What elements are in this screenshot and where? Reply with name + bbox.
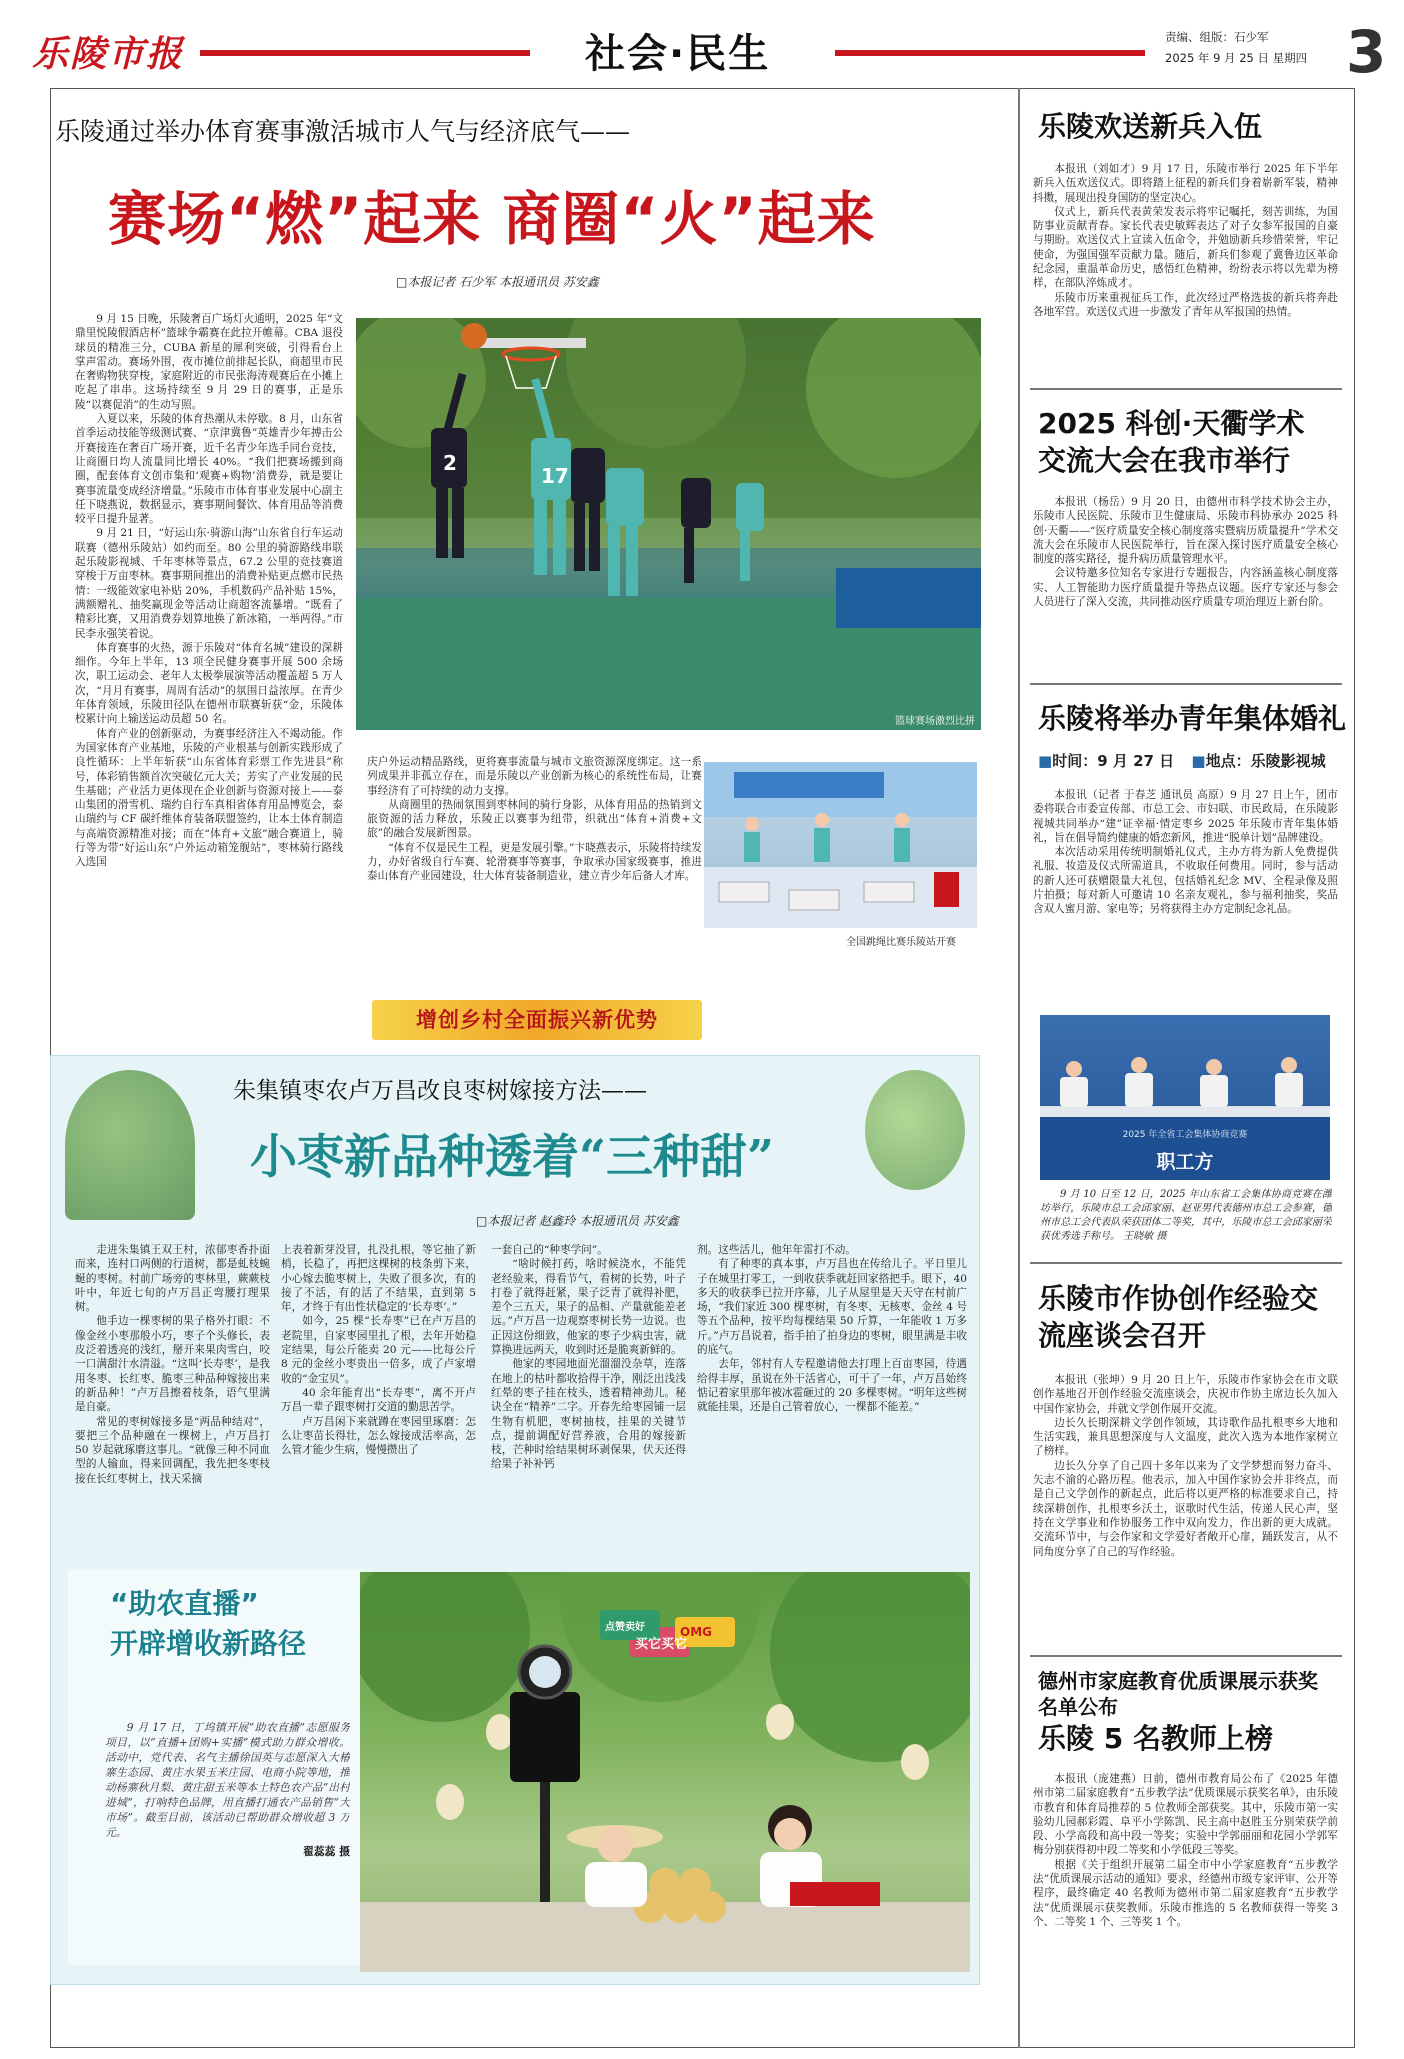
photo-caption: 9 月 10 日至 12 日，2025 年山东省工会集体协商竞赛在潍坊举行，乐陵市总工会邱家丽、赵亚男代表德州市总工会参赛，德州市总工会代表队荣获团体二等奖，其中，乐陵市总工会邱家丽荣获优秀选手称号。 王晓敏 摄 [1040,1189,1332,1242]
brief-para: 本报讯（杨岳）9 月 20 日，由德州市科学技术协会主办，乐陵市人民医院、乐陵市卫生健康局、乐陵市科协承办 2025 科创·天衢——“医疗质量安全核心制度落实暨病历质量提升”学术交流大会在乐陵市人民医院举行，旨在深入探讨医疗质量安全核心制度的落实路径，提升病历质量管理水平。 [1033,496,1338,566]
brief-para: 仪式上，新兵代表黄荣发表示将牢记嘱托，刻苦训练，为国防事业贡献青春。家长代表史敏辉表达了对子女参军报国的自豪与期盼。欢送仪式上宣读入伍命令，并勉励新兵珍惜荣誉，牢记使命，为强国强军贡献力量。随后，新兵们参观了冀鲁边区革命纪念园，重温革命历史，感悟红色精神，纷纷表示将以先辈为榜样，在部队淬炼成才。 [1033,205,1338,290]
rural-para: 他家的枣园地面光溜溜没杂草，连落在地上的枯叶都收拾得干净，刚泛出浅浅红晕的枣子挂在枝头，透着精神劲儿。秘诀全在“精养”二字。开春先给枣园铺一层生物有机肥，枣树抽枝，挂果的关键节点，提前调配好营养液，合用的嫁接新枝，芒种时给结果树环剥保果，伏天还得给果子补补钙 [491,1358,686,1471]
photo-credit: 翟蕊蕊 摄 [303,1845,350,1858]
brief-para: 根据《关于组织开展第二届全市中小学家庭教育“五步教学法”优质课展示活动的通知》要求，经德州市级专家评审、公开等程序，最终确定 40 名教师为德州市第二届家庭教育“五步教学法”优质课展示获奖教师。乐陵市推选的 5 名教师获得一等奖 3 个、二等奖 1 个、三等奖 1 个。 [1033,1858,1338,1928]
lead-kicker: 乐陵通过举办体育赛事激活城市人气与经济底气—— [55,117,631,146]
livestream-text [105,1720,350,1945]
rural-para: 40 余年能育出“长寿枣”，离不开卢万昌一辈子跟枣树打交道的勤思苦学。 [281,1386,476,1414]
sign-text: 买它买它 [635,1637,688,1652]
lead-para: 体育赛事的火热，源于乐陵对“体育名城”建设的深耕细作。今年上半年，13 项全民健身赛事开展 500 余场次，职工运动会、老年人太极拳展演等活动覆盖超 5 万人次，“月月有赛事，周周有活动”的氛围日益浓厚。在青少年体育领域，乐陵田径队在德州市联赛斩获“金，乐陵体校累计向上输送运动员超 50 名。 [75,641,343,726]
lead-para: 9 月 21 日，“好运山东·骑游山海”山东省自行车运动联赛（德州乐陵站）如约而至。80 公里的骑游路线串联起乐陵影视城、千年枣林等景点，67.2 公里的竞技赛道穿梭于万亩枣林。赛事期间推出的消费补贴更点燃市民热情：一级能效家电补贴 20%，手机数码产品补贴 15%，满额赠礼、抽奖赢现金等活动让商超客流暴增。“既看了精彩比赛，又用消费券划算地换了新冰箱，一举两得。”市民李永强笑着说。 [75,527,343,640]
rural-para: 常见的枣树嫁接多是“两品种结对”，要把三个品种融在一棵树上，卢万昌打 50 岁起就琢磨这事儿。“就像三种不同血型的人输血，得来回调配，我先把冬枣枝接在长红枣树上，找天采摘 [75,1415,270,1485]
brief-para: 边长久长期深耕文学创作领域，其诗歌作品扎根枣乡大地和生活实践，兼具思想深度与人文温度，此次入选为本地作家树立了榜样。 [1033,1416,1338,1458]
rural-text-col3 [491,1243,686,1548]
lead-para: 从商圈里的热闹氛围到枣林间的骑行身影，从体育用品的热销到文旅资源的活力释放，乐陵正以赛事为纽带，织就出“体育+消费+文旅”的融合发展新图景。 [367,798,702,840]
editor-credit: 责编、组版：石少军 [1165,30,1269,44]
jujube-tree-decoration [865,1070,965,1190]
brief-headline: 2025 科创·天衢学术交流大会在我市举行 [1038,407,1305,477]
brief-body [1033,788,1338,968]
photo-caption: 篮球赛场激烈比拼 [895,716,975,727]
divider [1030,1655,1342,1657]
competition-banner: 职工方 [1156,1151,1214,1173]
jump-rope-photo [704,762,977,928]
brief-body [1033,495,1338,663]
lead-para: 庆户外运动精品路线，更将赛事流量与城市文旅资源深度绑定。这一系列成果并非孤立存在，而是乐陵以产业创新为核心的系统性布局，让赛事经济有了可持续的动力支撑。 [367,756,702,797]
page-number: 3 [1346,18,1387,86]
lead-headline: 赛场“燃”起来 商圈“火”起来 [108,185,876,253]
brief-para: 边长久分享了自己四十多年以来为了文学梦想而努力奋斗、矢志不渝的心路历程。他表示，加入中国作家协会并非终点，而是自己文学创作的新起点，此后将以更严格的标准要求自己，持续深耕创作，扎根枣乡沃土，讴歌时代生活，传递人民心声，坚持在文学事业和作协服务工作中双向发力，作出新的更大成就。交流环节中，与会作家和文学爱好者敞开心扉，踊跃发言，从不同角度分享了自己的写作经验。 [1033,1459,1338,1558]
brief-para: 会议特邀多位知名专家进行专题报告，内容涵盖核心制度落实、人工智能助力医疗质量提升等热点议题。医疗专家还与参会人员进行了深入交流，共同推动医疗质量专项治理迈上新台阶。 [1033,567,1338,609]
wedding-place: 地点：乐陵影视城 [1205,752,1326,770]
brief-para: 本报讯（刘如才）9 月 17 日，乐陵市举行 2025 年下半年新兵入伍欢送仪式。即将踏上征程的新兵们身着崭新军装，精神抖擞，展现出投身国防的坚定决心。 [1033,163,1338,204]
rural-headline: 小枣新品种透着“三种甜” [250,1130,775,1185]
brief-body [1033,162,1338,370]
divider [1030,683,1342,685]
column-divider [1018,88,1020,2048]
brief-para: 本报讯（记者 于春芝 通讯员 高原）9 月 27 日上午，团市委将联合市委宣传部、市总工会、市妇联、市民政局，在乐陵影视城共同举办“建”证幸福·情定枣乡 2025 年乐陵市青年集体婚礼，旨在倡导简约健康的婚恋新风，推进“脱单计划”品牌建设。 [1033,789,1338,844]
brief-para: 本报讯（张坤）9 月 20 日上午，乐陵市作家协会在市文联创作基地召开创作经验交流座谈会，庆祝市作协主席边长久加入中国作家协会，并就文学创作展开交流。 [1033,1374,1338,1415]
livestream-headline-1: “助农直播” [110,1587,259,1620]
rural-para: 剂。这些活儿，他年年雷打不动。 [697,1244,856,1256]
header-rule-left [200,50,530,56]
brief-para: 本次活动采用传统明制婚礼仪式，主办方将为新人免费提供礼服、妆造及仪式所需道具，不收取任何费用。同时，参与活动的新人还可获赠限量大礼包，包括婚礼纪念 MV、全程录像及照片拍摄；每对新人可邀请 10 名亲友观礼，参与福利抽奖，奖品含双人蜜月游、家电等；另将获得主办方定制纪念礼品。 [1033,846,1338,916]
lead-text-col1 [75,312,343,972]
rural-para: 上表着新芽没冒，扎没扎根，等它抽了新梢，长稳了，再把这棵树的枝条剪下来，小心嫁去脆枣树上，失败了很多次，有的接了不活，有的活了不结果，直到第 5 年，才终于有出性状稳定的‘长寿枣’。” [281,1244,476,1314]
photo-caption-block [1040,1188,1332,1250]
divider [1030,388,1342,390]
rural-para: 卢万昌闲下来就蹲在枣园里琢磨：怎么让枣苗长得壮，怎么嫁接成活率高，怎么管才能少生病，慢慢攒出了 [281,1415,476,1457]
livestream-para: 9 月 17 日，丁坞镇开展“助农直播”志愿服务项目，以“直播+团购+实播”模式助力群众增收。活动中，党代表、名气主播徐国英与志愿深入大椿寨生态园、黄庄水果玉米庄园、电商小院等地，推动杨寨秋月梨、黄庄甜玉米等本土特色农产品“出村进城”，打响特色品牌，用直播打通农产品销售“大市场”。截至目前，该活动已帮助群众增收超 3 万元。 [105,1721,350,1839]
lead-byline: □本报记者 石少军 本报通讯员 苏安鑫 [396,275,599,289]
rural-para: 有了种枣的真本事，卢万昌也在传给儿子。平日里儿子在城里打零工，一到收获季就赶回家搭把手。眼下，40 多天的收获季已拉开序幕，儿子从屋里是天天守在村前广场，“我们家近 300 棵枣树，有冬枣、无核枣、金丝 4 号等五个品种，按平均每棵结果 50 斤算，一年能收 1 万多斤。”卢万昌说着，指手拍了拍身边的枣树，眼里满是丰收的底气。 [697,1258,967,1357]
rural-para: “啥时候打药，啥时候浇水，不能凭老经验来，得看节气，看树的长势，叶子打卷了就得赶紧，果子泛青了就得补肥，差个三五天，果子的品相、产量就能差老远。”卢万昌一边观察枣树长势一边说。也正因这份细致，他家的枣子少病虫害，就算换进远两天，收到时还是脆爽新鲜的。 [491,1258,686,1357]
rural-para: 他手边一棵枣树的果子格外打眼：不像金丝小枣那般小巧，枣子个头修长，表皮泛着透亮的浅红，掰开来果肉雪白，咬一口满甜汁水清溢。“这叫‘长寿枣’，是我用冬枣、长红枣、脆枣三种品种嫁接出来的新品种！”卢万昌擦着枝条，语气里满是自豪。 [75,1315,270,1414]
livestream-photo [360,1572,970,1972]
livestream-headline-2: 开辟增收新路径 [110,1627,307,1660]
brief-body [1033,1772,1338,2042]
lead-para: 9 月 15 日晚，乐陵奢百广场灯火通明，2025 年“文鼎里悦陵假酒店杯”篮球争霸赛在此拉开帷幕。CBA 退役球员的精准三分，CUBA 新星的犀利突破，引得看台上掌声雷动。赛场外围，夜市摊位前排起长队，商超里市民在奢购物狭穿梭，家庭附近的市民张海涛观赛后在小摊上吃起了串串。这场持续至 9 月 29 日的赛事，正是乐陵“以赛促消”的生动写照。 [75,313,343,411]
masthead-logo: 乐陵市报 [32,33,185,75]
jump-rope-scene [704,762,977,928]
issue-date: 2025 年 9 月 25 日 星期四 [1165,51,1308,65]
brief-headline: 乐陵欢送新兵入伍 [1038,110,1263,143]
lead-text-col2 [367,755,702,975]
basketball-photo [356,318,981,730]
brief-headline: 乐陵 5 名教师上榜 [1038,1722,1273,1755]
lead-para: 入夏以来，乐陵的体育热潮从未停歇。8 月，山东省首季运动技能等级测试赛、“京津冀鲁”英雄青少年搏击公开赛接连在奢百广场开赛，近千名青少年选手同台竞技，让商圈日均人流量同比增长 40%。“我们把赛场搬到商圈，配套体育文创市集和‘观赛+购物’消费券，就是要让赛事流量变成经济增量。”乐陵市市体育事业发展中心副主任下晓燕说，数据显示，赛事期间餐饮、体育用品等消费较平日提升显著。 [75,413,343,526]
brief-body [1033,1373,1338,1631]
basketball-scene [356,318,981,730]
competition-banner-line: 2025 年全省工会集体协商竞赛 [1122,1130,1248,1140]
photo-caption: 全国跳绳比赛乐陵站开赛 [846,937,956,948]
brief-headline: 乐陵将举办青年集体婚礼 [1038,702,1347,735]
brief-subheadline: 德州市家庭教育优质课展示获奖名单公布 [1038,1669,1318,1719]
jersey-number: 17 [541,464,569,488]
brief-para: 乐陵市历来重视征兵工作，此次经过严格选拔的新兵将奔赴各地军营。欢送仪式进一步激发了青年从军报国的热情。 [1033,291,1338,318]
lead-para: “体育不仅是民生工程，更是发展引擎。”卞晓燕表示，乐陵将持续发力，办好省级自行车赛、轮滑赛事等赛事，争取承办国家级赛事，推进泰山体育产业园建设，壮大体育装备制造业，建立青少年后备人才库。 [367,841,702,883]
rural-banner: 增创乡村全面振兴新优势 [372,1000,702,1040]
union-competition-photo [1040,1015,1330,1180]
jujube-tree-decoration [65,1070,195,1220]
sign-text: 点赞卖好 [605,1622,645,1633]
rural-para: 去年，邻村有人专程邀请他去打理上百亩枣园，待遇给得丰厚，虽说在外干活省心，可干了一年，卢万昌始终惦记着家里那年被冰雹砸过的 20 多棵枣树。“明年这些树就能挂果，还是自己管着放心，一棵都不能差。” [697,1358,967,1414]
jersey-number: 2 [443,451,457,475]
rural-text-col1 [75,1243,270,1548]
rural-text-col2 [281,1243,476,1548]
rural-para: 一套自己的“种枣学问”。 [491,1244,608,1256]
wedding-time: 时间：9 月 27 日 [1052,752,1175,770]
wedding-info: ■时间：9 月 27 日 ■地点：乐陵影视城 [1038,752,1326,770]
rural-para: 走进朱集镇王双王村，浓郁枣香扑面而来，连村口两侧的行道树，都是虬枝蜿蜒的枣树。村前广场旁的枣林里，蕨蕨枝叶中，年近七旬的卢万昌正弯腰打理果树。 [75,1244,270,1314]
header-rule-right [835,50,1145,56]
rural-text-col4 [697,1243,967,1548]
divider [1030,1262,1342,1264]
rural-para: 如今，25 棵“长寿枣”已在卢万昌的老院里，自家枣园里扎了根，去年开始稳定结果，每公斤能卖 20 元——比每公斤 8 元的金丝小枣贵出一倍多，成了卢家增收的“金宝贝”。 [281,1315,476,1385]
brief-para: 本报讯（庞建燕）日前，德州市教育局公布了《2025 年德州市第二届家庭教育“五步教学法”优质课展示获奖名单》，由乐陵市教育和体育局推荐的 5 位教师全部获奖。其中，乐陵市第一实验幼儿园郝彩霞、阜平小学陈凯、民主高中赵胜玉分别荣获学前段、小学高段和高中段一等奖；实验中学郭丽丽和花园小学郭军梅分别获得初中段二等奖和小学低段三等奖。 [1033,1773,1338,1857]
sign-text: OMG [680,1625,712,1639]
section-title: 社会·民生 [585,31,771,77]
lead-para: 体育产业的创新驱动，为赛事经济注入不竭动能。作为国家体育产业基地，乐陵的产业根基与创新实践形成了良性循环：上半年斩获“山东省体育彩票工作先进县”称号，体彩销售额首次突破亿元大关；芳实了产业发展的民生基础；产业活力更体现在企业创新与资源对接上——泰山集团的滑雪机、瑞约自行车真相省体育用品博览会，泰山瑞约与 CF 碳纤维体育装备联盟签约，让本土体育制造与高端资源精准对接；而在“体育+文旅”融合赛道上，骑行等为带“好运山东”户外运动箱笼舰站”，枣林骑行路线入选国 [75,727,343,869]
rural-byline: □本报记者 赵鑫玲 本报通讯员 苏安鑫 [476,1214,679,1228]
brief-headline: 乐陵市作协创作经验交流座谈会召开 [1038,1282,1319,1352]
rural-kicker: 朱集镇枣农卢万昌改良枣树嫁接方法—— [233,1078,647,1104]
livestream-scene [360,1572,970,1972]
